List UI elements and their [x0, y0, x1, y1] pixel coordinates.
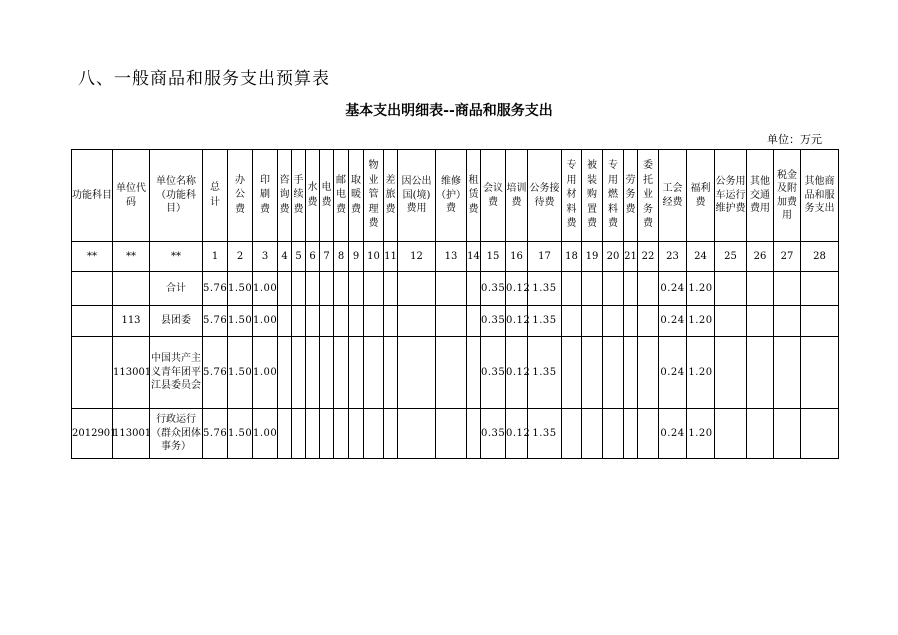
printing-cell: 1.00: [253, 409, 278, 459]
empty-cell: [801, 306, 839, 337]
header-cell: 工会经费: [659, 150, 687, 242]
empty-cell: [334, 337, 349, 409]
empty-cell: [398, 272, 436, 306]
unit-name-cell: 行政运行（群众团体事务）: [150, 409, 203, 459]
empty-cell: [436, 337, 467, 409]
empty-cell: [774, 272, 801, 306]
empty-cell: [638, 272, 659, 306]
meeting-cell: 0.35: [481, 409, 506, 459]
empty-cell: [364, 337, 384, 409]
welfare-cell: 1.20: [687, 306, 715, 337]
empty-cell: [603, 272, 624, 306]
header-cell: 专用燃料费: [603, 150, 624, 242]
empty-cell: [320, 306, 334, 337]
empty-cell: [467, 272, 481, 306]
union-cell: 0.24: [659, 409, 687, 459]
header-cell: 其他商品和服务支出: [801, 150, 839, 242]
table-row: [72, 272, 839, 306]
header-cell: 总计: [203, 150, 228, 242]
func-code-cell: [72, 337, 113, 409]
empty-cell: [774, 337, 801, 409]
unit-code-cell: 113001: [113, 409, 150, 459]
index-cell: 23: [659, 242, 687, 272]
empty-cell: [436, 409, 467, 459]
empty-cell: [715, 409, 747, 459]
training-cell: 0.12: [506, 409, 528, 459]
empty-cell: [320, 337, 334, 409]
union-cell: 0.24: [659, 337, 687, 409]
index-cell: 3: [253, 242, 278, 272]
header-row: [72, 150, 839, 242]
index-cell: 15: [481, 242, 506, 272]
union-cell: 0.24: [659, 272, 687, 306]
index-cell: 22: [638, 242, 659, 272]
index-cell: 26: [747, 242, 774, 272]
empty-cell: [467, 337, 481, 409]
index-cell: 13: [436, 242, 467, 272]
empty-cell: [364, 272, 384, 306]
header-cell: 被装购置费: [582, 150, 603, 242]
index-cell: **: [150, 242, 203, 272]
header-cell: 劳务费: [624, 150, 638, 242]
empty-cell: [747, 306, 774, 337]
header-cell: 培训费: [506, 150, 528, 242]
index-cell: 1: [203, 242, 228, 272]
training-cell: 0.12: [506, 306, 528, 337]
empty-cell: [306, 409, 320, 459]
meeting-cell: 0.35: [481, 337, 506, 409]
table-row: [72, 337, 839, 409]
header-cell: 电费: [320, 150, 334, 242]
empty-cell: [774, 409, 801, 459]
empty-cell: [467, 409, 481, 459]
union-cell: 0.24: [659, 306, 687, 337]
header-cell: 邮电费: [334, 150, 349, 242]
empty-cell: [715, 272, 747, 306]
index-cell: 5: [292, 242, 306, 272]
empty-cell: [349, 272, 364, 306]
office-cell: 1.50: [228, 306, 253, 337]
empty-cell: [384, 306, 398, 337]
index-cell: 12: [398, 242, 436, 272]
empty-cell: [320, 272, 334, 306]
empty-cell: [774, 306, 801, 337]
meeting-cell: 0.35: [481, 272, 506, 306]
empty-cell: [436, 272, 467, 306]
training-cell: 0.12: [506, 337, 528, 409]
header-cell: 功能科目: [72, 150, 113, 242]
empty-cell: [638, 409, 659, 459]
table-row: [72, 306, 839, 337]
budget-table: [71, 149, 839, 459]
header-cell: 差旅费: [384, 150, 398, 242]
reception-cell: 1.35: [528, 272, 562, 306]
empty-cell: [364, 409, 384, 459]
empty-cell: [624, 409, 638, 459]
index-row: [72, 242, 839, 272]
empty-cell: [292, 306, 306, 337]
empty-cell: [747, 272, 774, 306]
welfare-cell: 1.20: [687, 409, 715, 459]
welfare-cell: 1.20: [687, 337, 715, 409]
header-cell: 取暖费: [349, 150, 364, 242]
empty-cell: [278, 409, 292, 459]
total-cell: 5.76: [203, 409, 228, 459]
office-cell: 1.50: [228, 337, 253, 409]
header-cell: 维修（护）费: [436, 150, 467, 242]
header-cell: 因公出国(境)费用: [398, 150, 436, 242]
header-cell: 专用材料费: [562, 150, 582, 242]
empty-cell: [467, 306, 481, 337]
index-cell: 10: [364, 242, 384, 272]
empty-cell: [562, 306, 582, 337]
empty-cell: [603, 337, 624, 409]
empty-cell: [582, 272, 603, 306]
empty-cell: [306, 306, 320, 337]
index-cell: 8: [334, 242, 349, 272]
header-cell: 单位名称（功能科目）: [150, 150, 203, 242]
unit-code-cell: 113001: [113, 337, 150, 409]
index-cell: 16: [506, 242, 528, 272]
empty-cell: [562, 272, 582, 306]
header-cell: 印刷费: [253, 150, 278, 242]
index-cell: 9: [349, 242, 364, 272]
empty-cell: [801, 337, 839, 409]
header-cell: 公务接待费: [528, 150, 562, 242]
empty-cell: [292, 409, 306, 459]
unit-name-cell: 合计: [150, 272, 203, 306]
empty-cell: [638, 306, 659, 337]
empty-cell: [747, 337, 774, 409]
empty-cell: [747, 409, 774, 459]
header-cell: 会议费: [481, 150, 506, 242]
empty-cell: [306, 272, 320, 306]
func-code-cell: [72, 272, 113, 306]
header-cell: 手续费: [292, 150, 306, 242]
header-cell: 水费: [306, 150, 320, 242]
header-cell: 咨询费: [278, 150, 292, 242]
empty-cell: [292, 272, 306, 306]
index-cell: 6: [306, 242, 320, 272]
total-cell: 5.76: [203, 337, 228, 409]
empty-cell: [278, 272, 292, 306]
empty-cell: [320, 409, 334, 459]
index-cell: 24: [687, 242, 715, 272]
welfare-cell: 1.20: [687, 272, 715, 306]
empty-cell: [582, 409, 603, 459]
empty-cell: [715, 337, 747, 409]
index-cell: 17: [528, 242, 562, 272]
header-cell: 税金及附加费用: [774, 150, 801, 242]
empty-cell: [278, 306, 292, 337]
index-cell: 21: [624, 242, 638, 272]
empty-cell: [349, 306, 364, 337]
empty-cell: [364, 306, 384, 337]
index-cell: 18: [562, 242, 582, 272]
header-cell: 公务用车运行维护费: [715, 150, 747, 242]
header-cell: 委托业务费: [638, 150, 659, 242]
total-cell: 5.76: [203, 306, 228, 337]
index-cell: 28: [801, 242, 839, 272]
index-cell: 4: [278, 242, 292, 272]
unit-note: 单位：万元: [767, 133, 822, 146]
empty-cell: [398, 306, 436, 337]
func-code-cell: [72, 306, 113, 337]
empty-cell: [582, 306, 603, 337]
empty-cell: [384, 272, 398, 306]
empty-cell: [624, 337, 638, 409]
header-cell: 物业管理费: [364, 150, 384, 242]
reception-cell: 1.35: [528, 409, 562, 459]
index-cell: **: [72, 242, 113, 272]
empty-cell: [334, 272, 349, 306]
header-cell: 福利费: [687, 150, 715, 242]
empty-cell: [278, 337, 292, 409]
header-cell: 租赁费: [467, 150, 481, 242]
office-cell: 1.50: [228, 409, 253, 459]
empty-cell: [562, 409, 582, 459]
index-cell: 20: [603, 242, 624, 272]
empty-cell: [306, 337, 320, 409]
empty-cell: [384, 409, 398, 459]
office-cell: 1.50: [228, 272, 253, 306]
empty-cell: [398, 409, 436, 459]
empty-cell: [349, 409, 364, 459]
empty-cell: [603, 409, 624, 459]
unit-code-cell: [113, 272, 150, 306]
printing-cell: 1.00: [253, 272, 278, 306]
training-cell: 0.12: [506, 272, 528, 306]
total-cell: 5.76: [203, 272, 228, 306]
index-cell: 25: [715, 242, 747, 272]
section-heading: 八、一般商品和服务支出预算表: [78, 69, 330, 89]
header-cell: 其他交通费用: [747, 150, 774, 242]
index-cell: 27: [774, 242, 801, 272]
unit-name-cell: 县团委: [150, 306, 203, 337]
header-cell: 办公费: [228, 150, 253, 242]
empty-cell: [715, 306, 747, 337]
empty-cell: [624, 272, 638, 306]
index-cell: **: [113, 242, 150, 272]
index-cell: 7: [320, 242, 334, 272]
empty-cell: [801, 272, 839, 306]
table-row: [72, 409, 839, 459]
empty-cell: [603, 306, 624, 337]
empty-cell: [334, 409, 349, 459]
meeting-cell: 0.35: [481, 306, 506, 337]
printing-cell: 1.00: [253, 306, 278, 337]
empty-cell: [801, 409, 839, 459]
empty-cell: [638, 337, 659, 409]
empty-cell: [398, 337, 436, 409]
empty-cell: [384, 337, 398, 409]
func-code-cell: 2012901: [72, 409, 113, 459]
printing-cell: 1.00: [253, 337, 278, 409]
index-cell: 2: [228, 242, 253, 272]
index-cell: 19: [582, 242, 603, 272]
empty-cell: [562, 337, 582, 409]
table-title: 基本支出明细表--商品和服务支出: [345, 103, 553, 119]
empty-cell: [334, 306, 349, 337]
empty-cell: [624, 306, 638, 337]
header-cell: 单位代码: [113, 150, 150, 242]
reception-cell: 1.35: [528, 337, 562, 409]
empty-cell: [436, 306, 467, 337]
reception-cell: 1.35: [528, 306, 562, 337]
unit-name-cell: 中国共产主义青年团平江县委员会: [150, 337, 203, 409]
index-cell: 11: [384, 242, 398, 272]
empty-cell: [582, 337, 603, 409]
empty-cell: [292, 337, 306, 409]
unit-code-cell: 113: [113, 306, 150, 337]
index-cell: 14: [467, 242, 481, 272]
empty-cell: [349, 337, 364, 409]
